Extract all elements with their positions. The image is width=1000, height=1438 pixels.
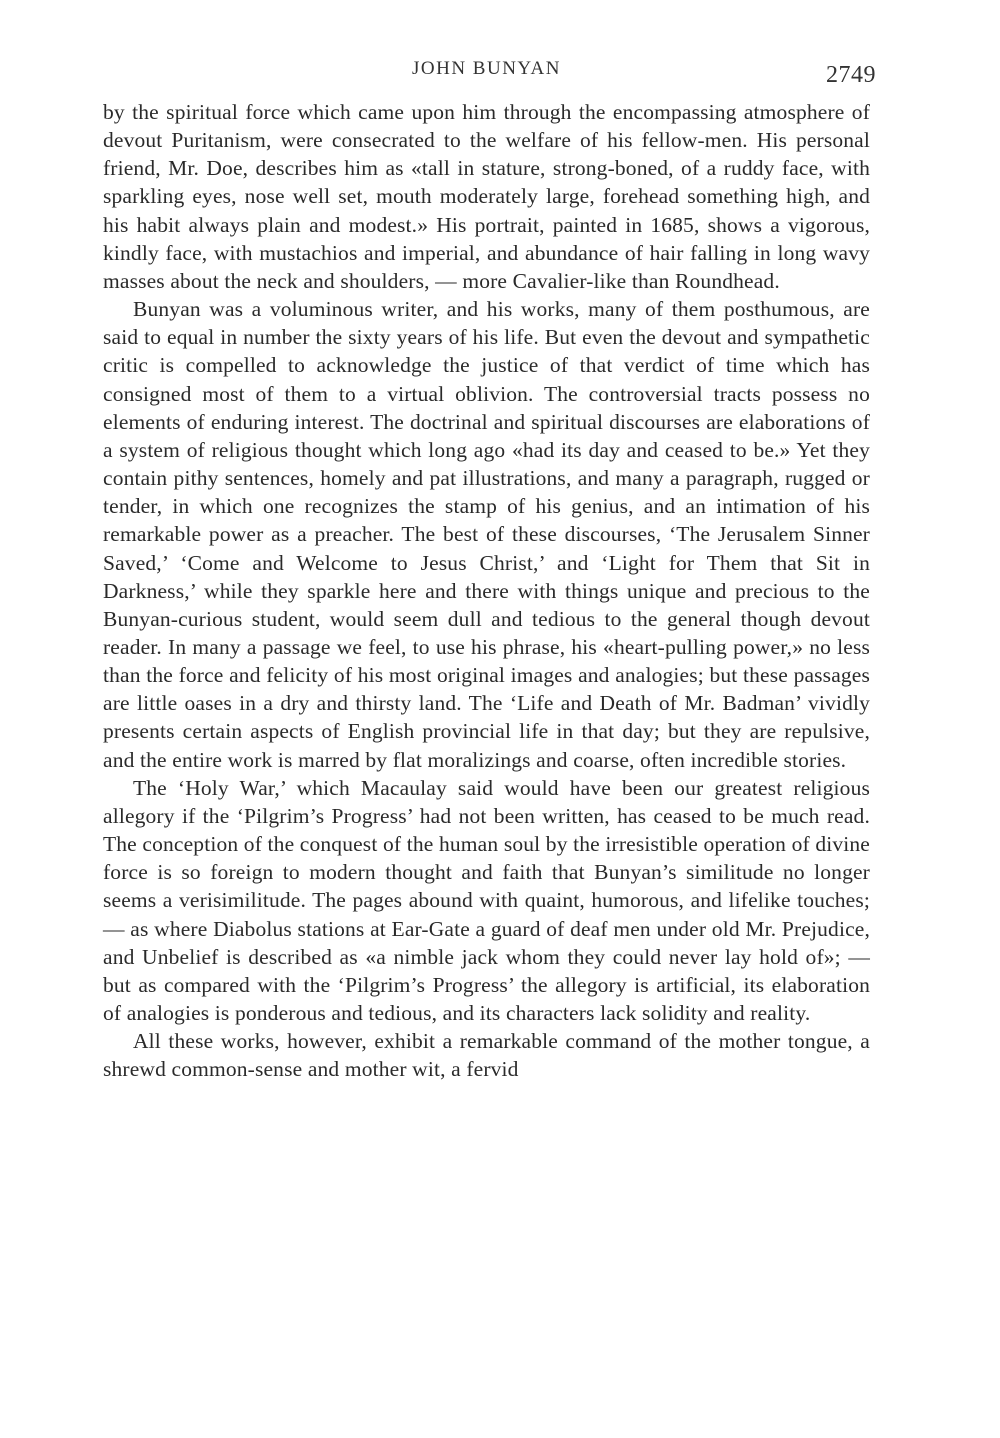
paragraph-holy-war: The ‘Holy War,’ which Macaulay said would have been our greatest religious allegory if the ‘Pilgrim’s Progress’ had not been written, has ceased to be much read. The conception of the conquest of the human soul by the irresistible operation of divine force is so foreign to modern thought and faith that Bunyan’s similitude no longer seems a verisimilitude. The pages abound with quaint, humorous, and lifelike touches; — as where Diabolus stations at Ear-Gate a guard of deaf men under old Mr. Prejudice, and Unbelief is described as «a nimble jack whom they could never lay hold of»; — but as compared with the ‘Pilgrim’s Progress’ the allegory is artificial, its elaboration of analogies is ponderous and tedious, and its characters lack solidity and reality. <box>103 775 870 1025</box>
page-number: 2749 <box>826 62 876 88</box>
paragraph-continued: by the spiritual force which came upon him through the encompassing atmosphere of devout Puritanism, were consecrated to the welfare of his fellow-men. His personal friend, Mr. Doe, describes him as «tall in stature, strong-boned, of a ruddy face, with sparkling eyes, nose well set, mouth moderately large, forehead something high, and his habit always plain and modest.» His portrait, painted in 1685, shows a vigorous, kindly face, with mustachios and imperial, and abundance of hair falling in long wavy masses about the neck and shoulders, — more Cavalier-like than Roundhead. <box>103 100 870 293</box>
running-title: JOHN BUNYAN <box>412 58 561 79</box>
paragraph-command-of-tongue: All these works, however, exhibit a remarkable command of the mother tongue, a shrewd common-sense and mother wit, a fervid <box>103 1029 870 1082</box>
running-header <box>103 58 876 98</box>
book-page <box>103 58 876 1083</box>
paragraph-voluminous-writer: Bunyan was a voluminous writer, and his works, many of them posthumous, are said to equal in number the sixty years of his life. But even the devout and sympathetic critic is compelled to acknowledge the justice of that verdict of time which has consigned most of them to a virtual oblivion. The controversial tracts possess no elements of enduring interest. The doctrinal and spiritual discourses are elaborations of a system of religious thought which long ago «had its day and ceased to be.» Yet they contain pithy sentences, homely and pat illustrations, and many a paragraph, rugged or tender, in which one recognizes the stamp of his genius, and an intimation of his remarkable power as a preacher. The best of these discourses, ‘The Jerusalem Sinner Saved,’ ‘Come and Welcome to Jesus Christ,’ and ‘Light for Them that Sit in Darkness,’ while they sparkle here and there with things unique and precious to the Bunyan-curious student, would seem dull and tedious to the general though devout reader. In many a passage we feel, to use his phrase, his «heart-pulling power,» no less than the force and felicity of his most original images and analogies; but these passages are little oases in a dry and thirsty land. The ‘Life and Death of Mr. Badman’ vividly presents certain aspects of English provincial life in that day; but they are repulsive, and the entire work is marred by flat moralizings and coarse, often incredible stories. <box>103 297 870 772</box>
body-text <box>103 98 870 1083</box>
